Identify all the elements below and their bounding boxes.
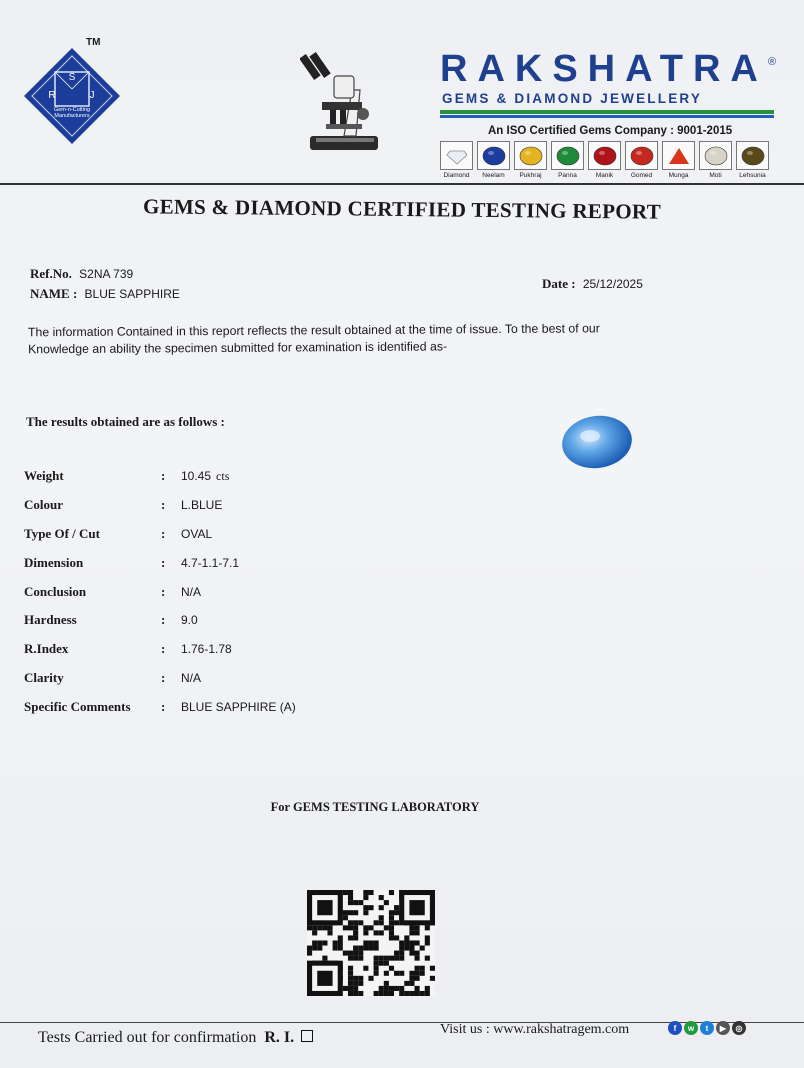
result-label: Type Of / Cut [24, 526, 100, 541]
gem-item [440, 141, 473, 183]
checkbox-icon[interactable] [301, 1030, 313, 1042]
intro-paragraph [28, 320, 688, 359]
srj-logo [22, 46, 122, 146]
result-label: Weight [24, 468, 64, 483]
result-label: Hardness [24, 612, 77, 627]
tests-text: Tests Carried out for confirmation [38, 1029, 257, 1046]
result-value [181, 700, 296, 714]
date-label: Date : [542, 276, 576, 291]
youtube-icon[interactable]: ▶ [716, 1021, 730, 1035]
gem-label: Munga [668, 172, 689, 179]
result-label: Dimension [24, 555, 84, 570]
result-colon: : [161, 670, 166, 685]
gem-label: Manik [595, 172, 614, 179]
brand-subtitle: GEMS & DIAMOND JEWELLERY [442, 91, 703, 106]
gem-item [736, 141, 769, 183]
lab-signature-label: For GEMS TESTING LABORATORY [270, 800, 480, 814]
gem-item [699, 141, 732, 183]
gem-label: Lehsunia [739, 172, 766, 179]
gem-item [588, 141, 621, 183]
svg-text:S: S [68, 72, 76, 83]
yellow-sapphire-icon [514, 141, 547, 170]
results-heading: The results obtained are as follows : [26, 414, 225, 429]
result-colon: : [161, 641, 166, 656]
result-colon: : [161, 584, 166, 599]
result-value [181, 498, 222, 512]
hessonite-icon [625, 141, 658, 170]
pearl-icon [699, 141, 732, 170]
header-divider [0, 183, 804, 185]
diamond-icon [440, 141, 473, 170]
ri-text: R. I. [264, 1029, 295, 1046]
result-colon: : [161, 497, 166, 512]
result-value [181, 671, 201, 685]
result-value [181, 556, 239, 570]
trademark-mark: TM [86, 37, 101, 48]
gem-label: Pukhraj [519, 172, 542, 179]
facebook-icon[interactable]: f [668, 1021, 682, 1035]
result-value-text: OVAL [181, 527, 213, 541]
gem-label: Neelam [482, 172, 505, 179]
result-value-text: N/A [181, 585, 202, 599]
svg-text:Gem-n-Cutting: Gem-n-Cutting [53, 107, 91, 113]
result-label: Colour [24, 497, 63, 512]
footer-visit [440, 1022, 629, 1038]
ref-value: S2NA 739 [79, 267, 134, 281]
name-row [30, 286, 180, 302]
result-colon: : [161, 555, 166, 570]
gem-item [662, 141, 695, 183]
result-value-text: N/A [181, 671, 202, 685]
gem-label: Gomed [630, 172, 653, 179]
result-label: Conclusion [24, 584, 87, 599]
name-label: NAME : [30, 286, 78, 301]
result-value [181, 642, 232, 656]
result-value-text: 10.45 [181, 469, 212, 483]
svg-text:J: J [89, 90, 95, 101]
gem-item [477, 141, 510, 183]
result-colon: : [161, 468, 166, 483]
qr-code[interactable] [307, 890, 435, 996]
result-value-text: 1.76-1.78 [181, 642, 232, 656]
gem-label: Moti [709, 172, 722, 179]
result-label: Clarity [24, 670, 64, 685]
twitter-icon[interactable]: t [700, 1021, 714, 1035]
result-value [181, 585, 201, 599]
iso-certification: An ISO Certified Gems Company : 9001-2015 [488, 125, 733, 137]
brand-name: RAKSHATRA [440, 48, 768, 90]
gem-label: Panna [558, 172, 577, 179]
emerald-icon [551, 141, 584, 170]
gem-item [514, 141, 547, 183]
coral-icon [662, 141, 695, 170]
instagram-icon[interactable]: ◎ [732, 1021, 746, 1035]
green-stripe [440, 110, 774, 114]
report-title-text: GEMS & DIAMOND CERTIFIED TESTING REPORT [142, 194, 662, 224]
gem-strip [440, 141, 774, 183]
gem-label: Diamond [443, 172, 470, 179]
cats-eye-icon [736, 141, 769, 170]
intro-line-2: Knowledge an ability the specimen submitted for examination is identified as- [28, 339, 448, 357]
result-label: R.Index [24, 641, 69, 656]
result-colon: : [161, 526, 166, 541]
social-icons [668, 1021, 746, 1035]
result-value-text: 9.0 [181, 613, 198, 627]
report-title [0, 194, 804, 224]
name-value: BLUE SAPPHIRE [84, 287, 180, 301]
ref-row [30, 266, 133, 282]
result-colon: : [161, 699, 166, 714]
registered-mark: ® [768, 56, 777, 68]
result-value [181, 613, 198, 627]
svg-text:Manufacturers: Manufacturers [54, 113, 90, 119]
ruby-icon [588, 141, 621, 170]
result-value [181, 469, 229, 484]
blue-stripe [440, 115, 774, 118]
intro-line-1: The information Contained in this report reflects the result obtained at the time of issue. To the best of our [27, 321, 600, 340]
blue-sapphire-stone-image [560, 414, 634, 470]
date-row [542, 276, 643, 292]
visit-text[interactable]: Visit us : www.rakshatragem.com [440, 1022, 630, 1037]
result-value [181, 527, 212, 541]
ref-label: Ref.No. [30, 266, 72, 281]
result-value-text: L.BLUE [181, 498, 223, 512]
blue-sapphire-icon [477, 141, 510, 170]
result-value-text: BLUE SAPPHIRE (A) [181, 700, 296, 714]
gem-item [625, 141, 658, 183]
result-value-text: 4.7-1.1-7.1 [181, 556, 240, 570]
result-unit: cts [216, 469, 230, 483]
gem-item [551, 141, 584, 183]
footer-tests [38, 1029, 313, 1047]
whatsapp-icon[interactable]: w [684, 1021, 698, 1035]
svg-text:R: R [48, 90, 56, 101]
microscope-icon [300, 50, 382, 154]
result-label: Specific Comments [24, 699, 131, 714]
date-value: 25/12/2025 [582, 277, 643, 291]
result-colon: : [161, 612, 166, 627]
